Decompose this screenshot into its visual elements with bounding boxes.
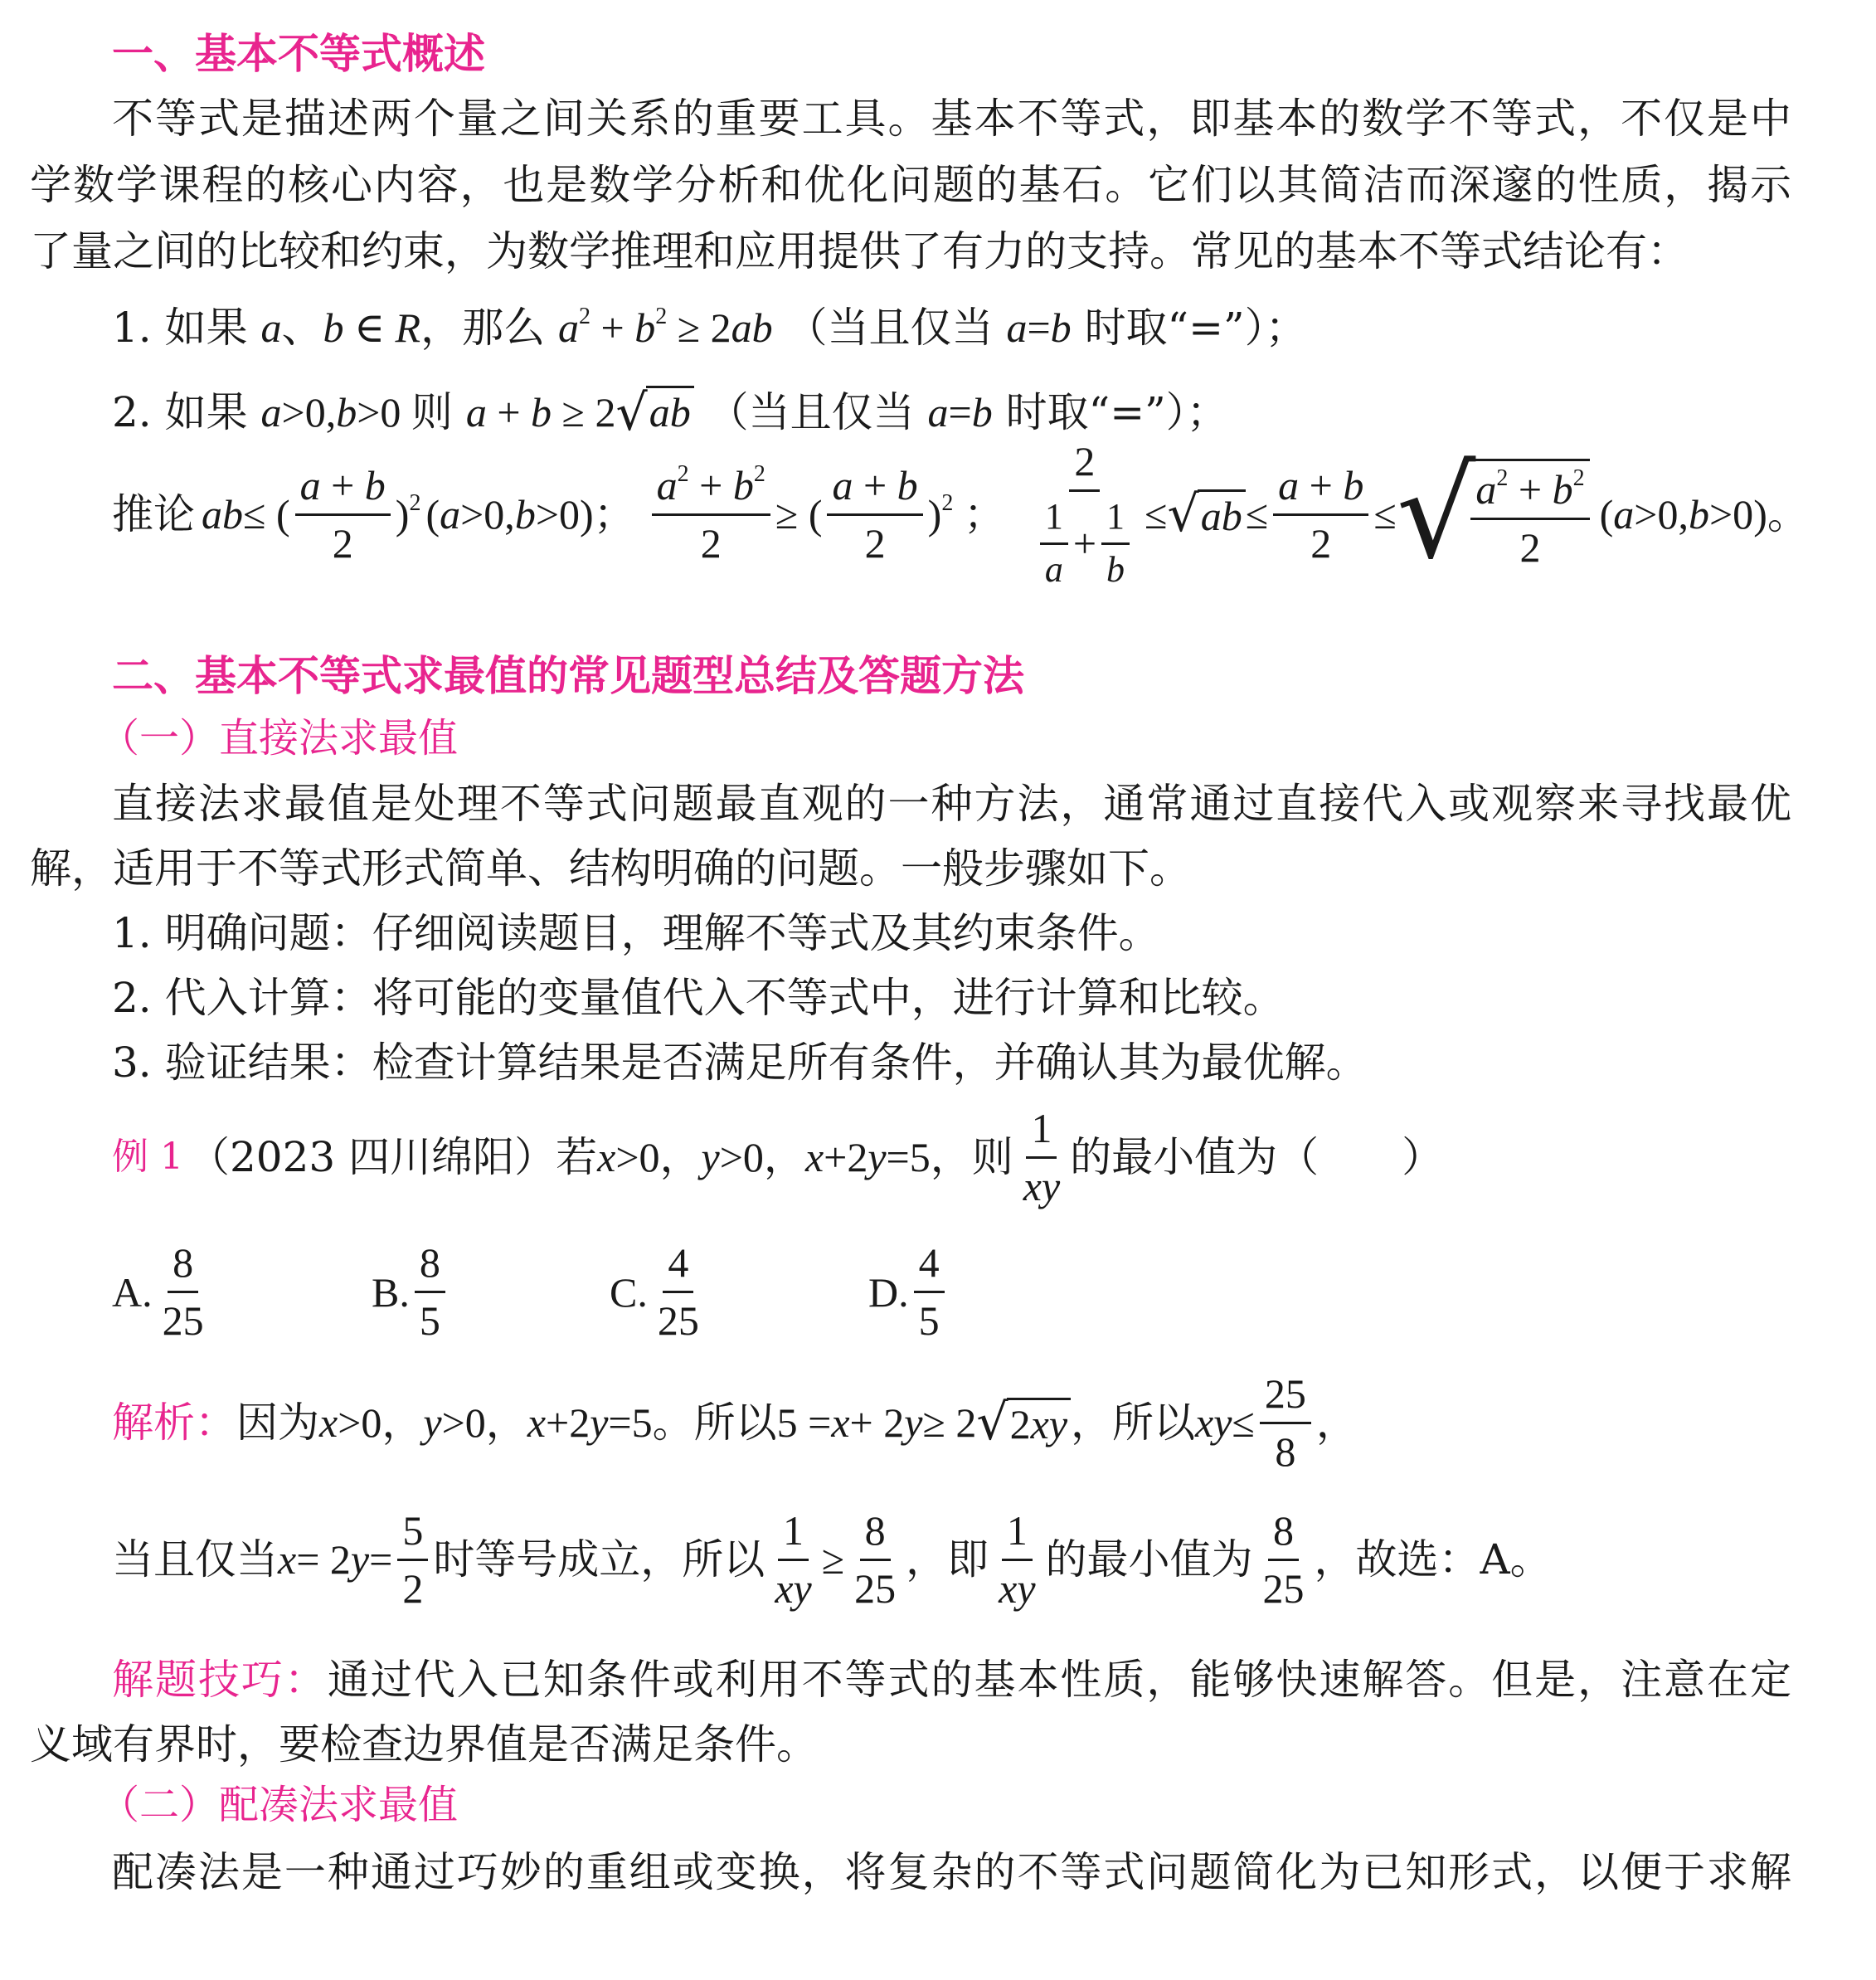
option-c[interactable]: C. $\frac{4}{25}$ (610, 1239, 699, 1344)
paragraph-line: 解，适用于不等式形式简单、结构明确的问题。一般步骤如下。 (30, 844, 1191, 893)
paragraph-line: 配凑法是一种通过巧妙的重组或变换，将复杂的不等式问题简化为已知形式，以便于求解 (112, 1848, 1791, 1896)
step-2: 2. 代入计算：将可能的变量值代入不等式中，进行计算和比较。 (112, 974, 1285, 1022)
tip-line-2: 义域有界时，要检查边界值是否满足条件。 (30, 1720, 818, 1768)
paragraph-line: 直接法求最值是处理不等式问题最直观的一种方法，通常通过直接代入或观察来寻找最优 (112, 780, 1791, 828)
paragraph-line: 了量之间的比较和约束，为数学推理和应用提供了有力的支持。常见的基本不等式结论有： (30, 227, 1689, 275)
inequality-item-1: 1. 如果 a、b ∈ R，那么 $a^2 + b^2 \ge 2ab$ （当且仅当 a=b 时取“=”）； (112, 304, 1307, 352)
option-d[interactable]: D. $\frac{4}{5}$ (868, 1240, 950, 1344)
solution-line-1: 解析： 因为 x >0， y >0， x +2 y =5 。所以 5 = x + 2 y ≥ 2 √ 2xy ，所以 xy ≤ $\frac{25}{8}$ ， (112, 1369, 1358, 1475)
paragraph-line: 学数学课程的核心内容，也是数学分析和优化问题的基石。它们以其简洁而深邃的性质，揭示 (30, 161, 1791, 209)
paragraph-line: 不等式是描述两个量之间关系的重要工具。基本不等式，即基本的数学不等式，不仅是中 (112, 95, 1791, 143)
step-3: 3. 验证结果：检查计算结果是否满足所有条件，并确认其为最优解。 (112, 1039, 1368, 1087)
subsection-heading-1: （一）直接法求最值 (100, 715, 459, 761)
solution-line-2: 当且仅当 x = 2 y = $\frac{5}{2}$ 时等号成立，所以 $\frac{1}{xy}$ ≥ $\frac{8}{25}$ ，即 $\frac{1}{xy}$ 的最小值为 $\frac{8}{25}$ ，故选：A。 (112, 1506, 1552, 1612)
section-heading-1: 一、基本不等式概述 (112, 30, 485, 78)
example-1: 例 1 （2023 四川绵阳）若 x >0， y >0， x +2 y =5 ，则 $\frac{1}{xy}$ 的最小值为（ ） (112, 1104, 1444, 1209)
option-a[interactable]: A. $\frac{8}{25}$ (112, 1239, 204, 1344)
tip-line-1: 解题技巧：通过代入已知条件或利用不等式的基本性质，能够快速解答。但是，注意在定 (112, 1656, 1792, 1704)
section-heading-2: 二、基本不等式求最值的常见题型总结及答题方法 (112, 652, 1024, 700)
inequality-item-2: 2. 如果 a>0,b>0 则 a + b ≥ 2√ab （当且仅当 a=b 时取“=”）； (112, 384, 1228, 442)
step-1: 1. 明确问题：仔细阅读题目，理解不等式及其约束条件。 (112, 909, 1160, 957)
option-b[interactable]: B. $\frac{8}{5}$ (372, 1240, 450, 1344)
corollary-line: 推论 ab ≤ ( $\frac{a + b}{2}$ )$^2$ ( a >0, b >0 )； $\frac{a^2 + b^2}{2}$ ≥ ( $\frac{a + b}{2}$ )$^2$ ； 2 $\frac{1}{a}$ + $\frac{1}{b}$ ≤ √ ab ≤ $\frac{a + b}{2}$ ≤ √ $\frac{a^2 + b^2}{2}$ ( a >0, b >0 )。 (112, 438, 1809, 590)
subsection-heading-2: （二）配凑法求最值 (100, 1782, 459, 1828)
